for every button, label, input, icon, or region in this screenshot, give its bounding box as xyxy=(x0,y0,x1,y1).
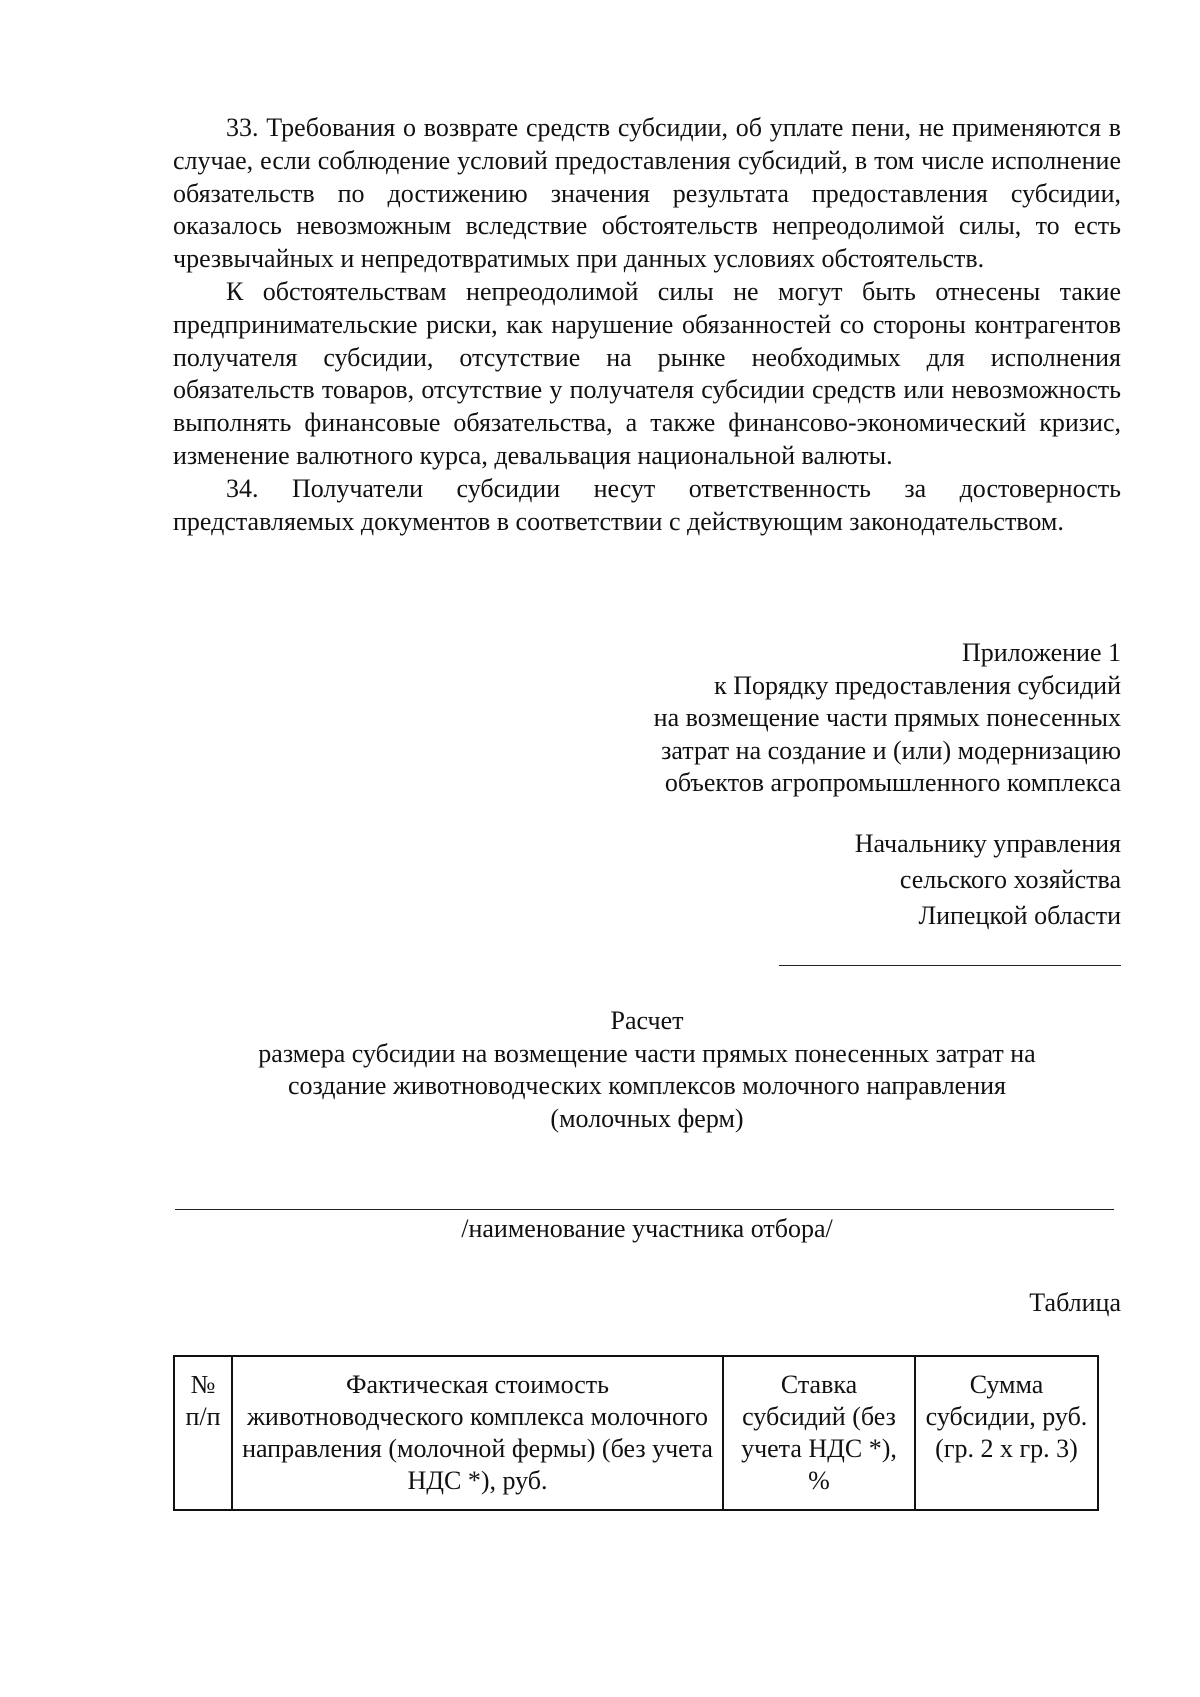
participant-name-label: /наименование участника отбора/ xyxy=(461,1214,833,1243)
table-header-row xyxy=(174,1356,1098,1510)
body-text xyxy=(173,112,1121,538)
header-actual-cost: Фактическая стоимость животноводческого комплекса молочного направления (молочной фермы) (без учета НДС *), руб. xyxy=(232,1356,723,1510)
calculation-subtitle-line: (молочных ферм) xyxy=(550,1103,744,1133)
appendix-header xyxy=(521,637,1121,800)
calculation-heading xyxy=(173,1005,1121,1135)
header-subsidy-amount: Сумма субсидии, руб. (гр. 2 х гр. 3) xyxy=(915,1356,1098,1510)
calculation-title: Расчет xyxy=(610,1006,684,1035)
appendix-line: Приложение 1 xyxy=(961,638,1121,667)
appendix-line: к Порядку предоставления субсидий xyxy=(714,670,1121,700)
subsidy-table xyxy=(173,1355,1099,1511)
appendix-line: на возмещение части прямых понесенных xyxy=(653,703,1121,732)
addressee-line: сельского хозяйства xyxy=(899,865,1121,894)
participant-name-line xyxy=(175,1209,1114,1210)
addressee-signature-line xyxy=(779,965,1121,966)
header-row-number: № п/п xyxy=(174,1356,232,1510)
header-subsidy-rate: Ставка субсидий (без учета НДС *), % xyxy=(723,1356,915,1510)
paragraph-force-majeure: К обстоятельствам непреодолимой силы не могут быть отнесены такие предпринимательские риски, как нарушение обязанностей со стороны контрагентов получателя субсидии, отсутствие на рынке необходимых для исполнения обязательств товаров, отсутствие у получателя субсидии средств или невозможность выполнять финансовые обязательства, а также финансово-экономический кризис, изменение валютного курса, девальвация национальной валюты. xyxy=(173,276,1121,470)
table-label: Таблица xyxy=(1029,1288,1121,1317)
addressee-block xyxy=(521,826,1121,934)
appendix-line: затрат на создание и (или) модернизацию xyxy=(661,735,1121,765)
calculation-subtitle-line: размера субсидии на возмещение части прямых понесенных затрат на xyxy=(258,1038,1036,1068)
addressee-line: Липецкой области xyxy=(918,901,1121,930)
appendix-line: объектов агропромышленного комплекса xyxy=(664,768,1121,797)
calculation-subtitle-line: создание животноводческих комплексов молочного направления xyxy=(287,1071,1007,1100)
paragraph-34: 34. Получатели субсидии несут ответственность за достоверность представляемых документов в соответствии с действующим законодательством. xyxy=(173,473,1121,536)
addressee-line: Начальнику управления xyxy=(854,829,1121,858)
paragraph-33: 33. Требования о возврате средств субсидии, об уплате пени, не применяются в случае, если соблюдение условий предоставления субсидий, в том числе исполнение обязательств по достижению значения результата предоставления субсидии, оказалось невозможным вследствие обстоятельств непреодолимой силы, то есть чрезвычайных и непредотвратимых при данных условиях обстоятельств. xyxy=(173,113,1121,274)
